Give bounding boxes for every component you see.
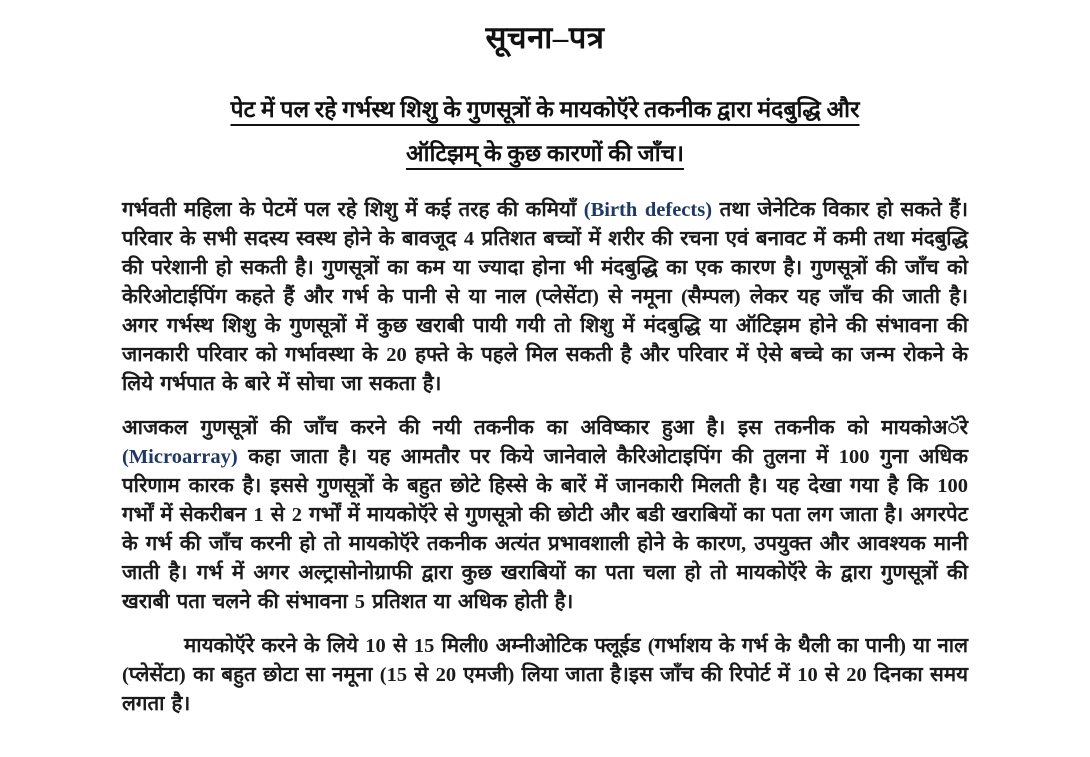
paragraph-text: मायकोऍरे करने के लिये 10 से 15 मिली0 अम्नीओटिक फ्लूईड (गर्भाशय के गर्भ के थैली का पानी) या नाल (प्लेसेंटा) का बहुत छोटा सा नमूना (15 से 20 एमजी) लिया जाता है।इस जाँच की रिपोर्ट में 10 से 20 दिनका समय लगता है।: [122, 635, 968, 715]
birth-defects-term: (Birth defects): [583, 199, 713, 221]
document-body: [0, 196, 1090, 719]
paragraph-text: गर्भवती महिला के पेटमें पल रहे शिशु में कई तरह की कमियाँ: [122, 199, 584, 221]
paragraph-microarray: [122, 414, 968, 617]
paragraph-text: तथा जेनेटिक विकार हो सकते हैं। परिवार के सभी सदस्य स्वस्थ होने के बावजूद 4 प्रतिशत बच्चों में शरीर की रचना एवं बनावट में कमी तथा मंदबुद्धि की परेशानी हो सकती है। गुणसूत्रों का कम या ज्यादा होना भी मंदबुद्धि का एक कारण है। गुणसूत्रों की जाँच को केरिओटाईपिंग कहते हैं और गर्भ के पानी से या नाल (प्लेसेंटा) से नमूना (सैम्पल) लेकर यह जाँच की जाती है। अगर गर्भस्थ शिशु के गुणसूत्रों में कुछ खराबी पायी गयी तो शिशु में मंदबुद्धि या ऑटिझम होने की संभावना की जानकारी परिवार को गर्भावस्था के 20 हफ्ते के पहले मिल सकती है और परिवार में ऐसे बच्चे का जन्म रोकने के लिये गर्भपात के बारे में सोचा जा सकता है।: [122, 199, 968, 395]
document-heading: [110, 88, 980, 176]
heading-line-2: ऑटिझम् के कुछ कारणों की जाँच।: [405, 141, 684, 166]
paragraph-text: कहा जाता है। यह आमतौर पर किये जानेवाले कैरिओटाइपिंग की तुलना में 100 गुना अधिक परिणाम कारक है। इससे गुणसूत्रों के बहुत छोटे हिस्से के बारें में जानकारी मिलती है। यह देखा गया है कि 100 गर्भों में सेकरीबन 1 से 2 गर्भों में मायकोऍरे से गुणसूत्रो की छोटी और बडी खराबियों का पता लग जाता है। अगरपेट के गर्भ की जाँच करनी हो तो मायकोऍरे तकनीक अत्यंत प्रभावशाली होने के कारण, उपयुक्त और आवश्यक मानी जाती है। गर्भ में अगर अल्ट्रासोनोग्राफी द्वारा कुछ खराबियों का पता चला हो तो मायकोऍरे के द्वारा गुणसूत्रों की खराबी पता चलने की संभावना 5 प्रतिशत या अधिक होती है।: [122, 446, 968, 613]
page-title: सूचना–पत्र: [485, 20, 605, 55]
heading-line-1: पेट में पल रहे गर्भस्थ शिशु के गुणसूत्रों के मायकोऍरे तकनीक द्वारा मंदबुद्धि और: [230, 97, 860, 122]
microarray-term: (Microarray): [122, 446, 238, 468]
paragraph-birth-defects: [122, 196, 968, 399]
paragraph-procedure: [122, 632, 968, 719]
paragraph-text: आजकल गुणसूत्रों की जाँच करने की नयी तकनीक का अविष्कार हुआ है। इस तकनीक को मायकोअॅरे: [122, 417, 968, 439]
